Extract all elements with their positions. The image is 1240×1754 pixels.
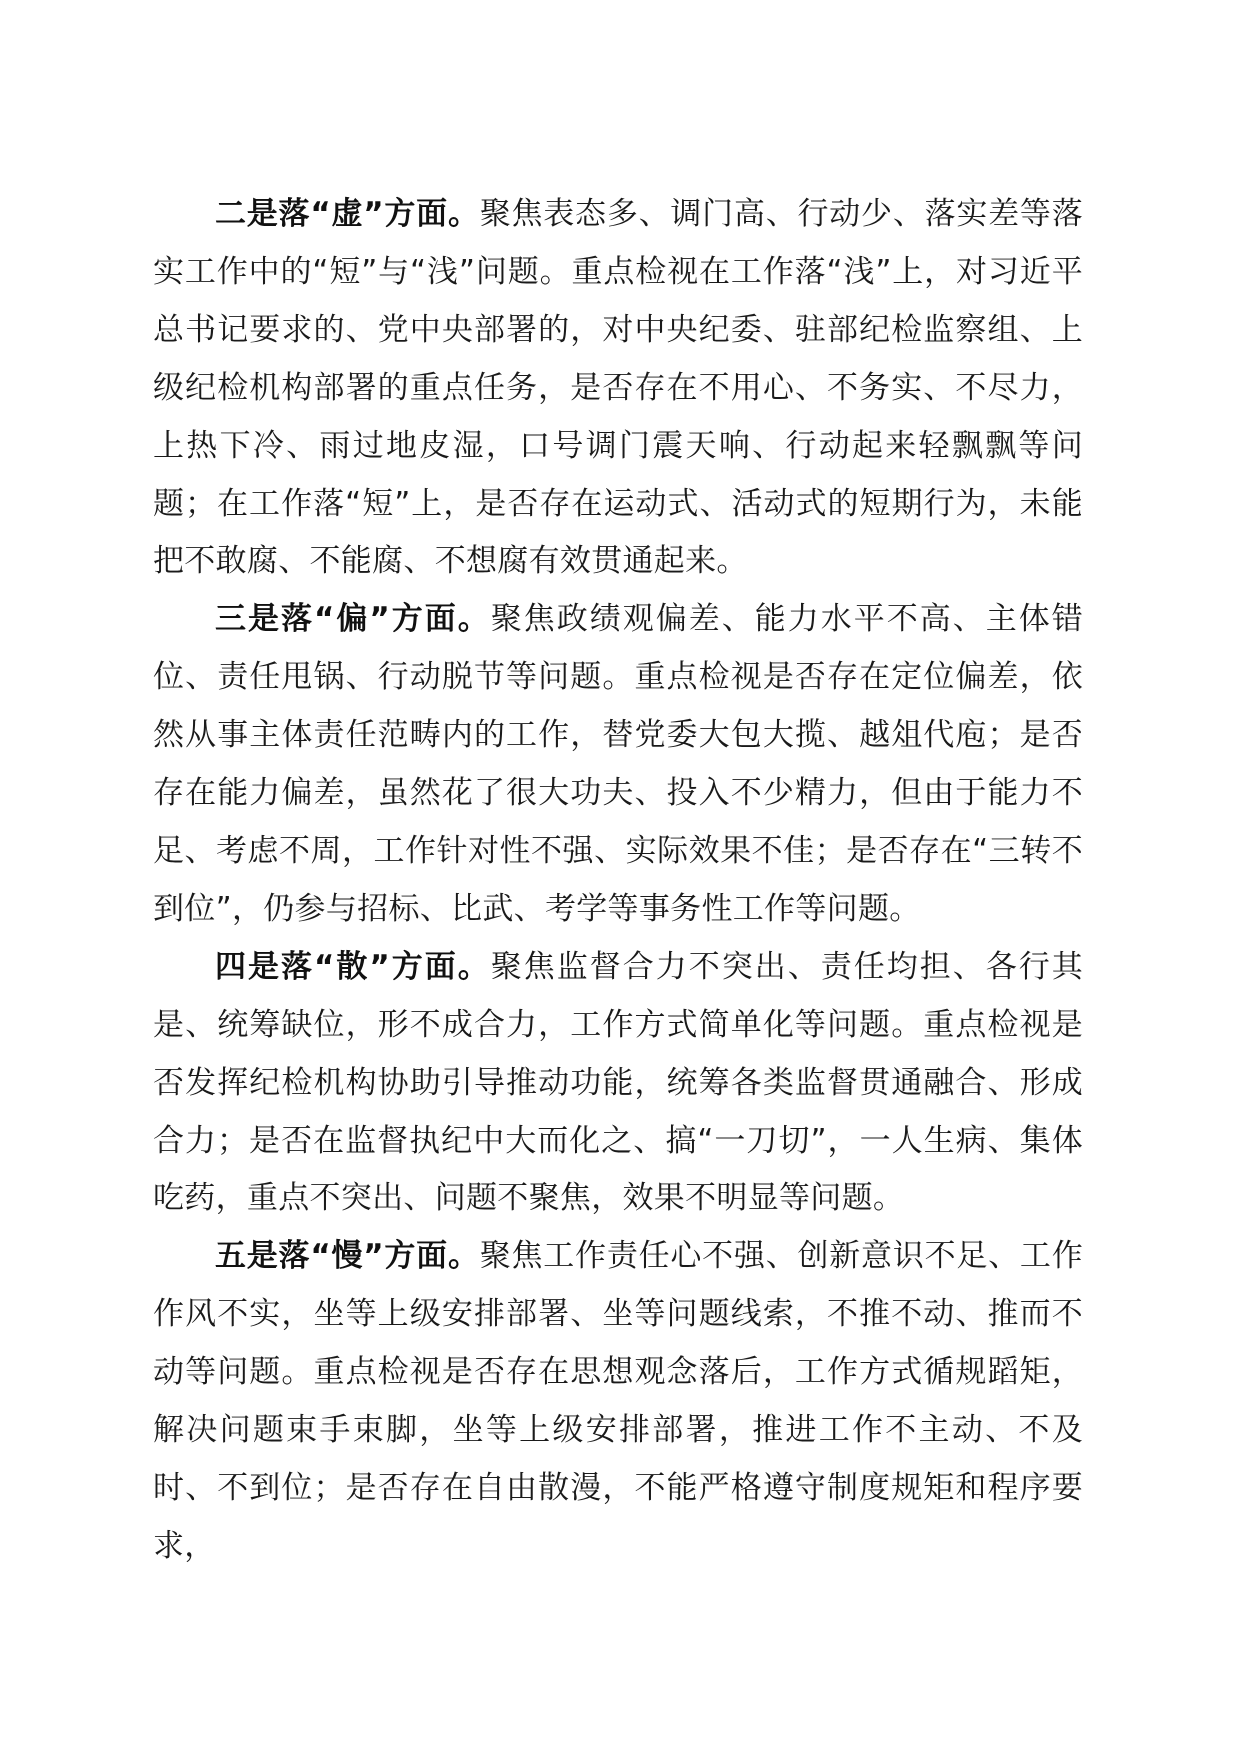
- paragraph-heading: 三是落“偏”方面。: [215, 601, 491, 638]
- paragraph-man: [153, 1228, 1083, 1575]
- paragraph-text: 聚焦监督合力不突出、责任均担、各行其是、统筹缺位，形不成合力，工作方式简单化等问题。重点检视是否发挥纪检机构协助引导推动功能，统筹各类监督贯通融合、形成合力；是否在监督执纪中大而化之、搞“一刀切”，一人生病、集体吃药，重点不突出、问题不聚焦，效果不明显等问题。: [153, 948, 1083, 1217]
- paragraph-text: 聚焦政绩观偏差、能力水平不高、主体错位、责任甩锅、行动脱节等问题。重点检视是否存在定位偏差，依然从事主体责任范畴内的工作，替党委大包大揽、越俎代庖；是否存在能力偏差，虽然花了很大功夫、投入不少精力，但由于能力不足、考虑不周，工作针对性不强、实际效果不佳；是否存在“三转不到位”，仍参与招标、比武、考学等事务性工作等问题。: [153, 601, 1083, 927]
- paragraph-pian: [153, 591, 1083, 938]
- document-body: [153, 186, 1083, 1576]
- paragraph-text: 聚焦工作责任心不强、创新意识不足、工作作风不实，坐等上级安排部署、坐等问题线索，不推不动、推而不动等问题。重点检视是否存在思想观念落后，工作方式循规蹈矩，解决问题束手束脚，坐等上级安排部署，推进工作不主动、不及时、不到位；是否存在自由散漫，不能严格遵守制度规矩和程序要求，: [153, 1238, 1083, 1564]
- paragraph-san: [153, 939, 1083, 1229]
- paragraph-heading: 四是落“散”方面。: [215, 948, 491, 985]
- paragraph-xu: [153, 186, 1083, 591]
- paragraph-text: 聚焦表态多、调门高、行动少、落实差等落实工作中的“短”与“浅”问题。重点检视在工作落“浅”上，对习近平总书记要求的、党中央部署的，对中央纪委、驻部纪检监察组、上级纪检机构部署的重点任务，是否存在不用心、不务实、不尽力，上热下冷、雨过地皮湿，口号调门震天响、行动起来轻飘飘等问题；在工作落“短”上，是否存在运动式、活动式的短期行为，未能把不敢腐、不能腐、不想腐有效贯通起来。: [153, 196, 1083, 580]
- paragraph-heading: 二是落“虚”方面。: [215, 196, 480, 232]
- paragraph-heading: 五是落“慢”方面。: [215, 1238, 480, 1275]
